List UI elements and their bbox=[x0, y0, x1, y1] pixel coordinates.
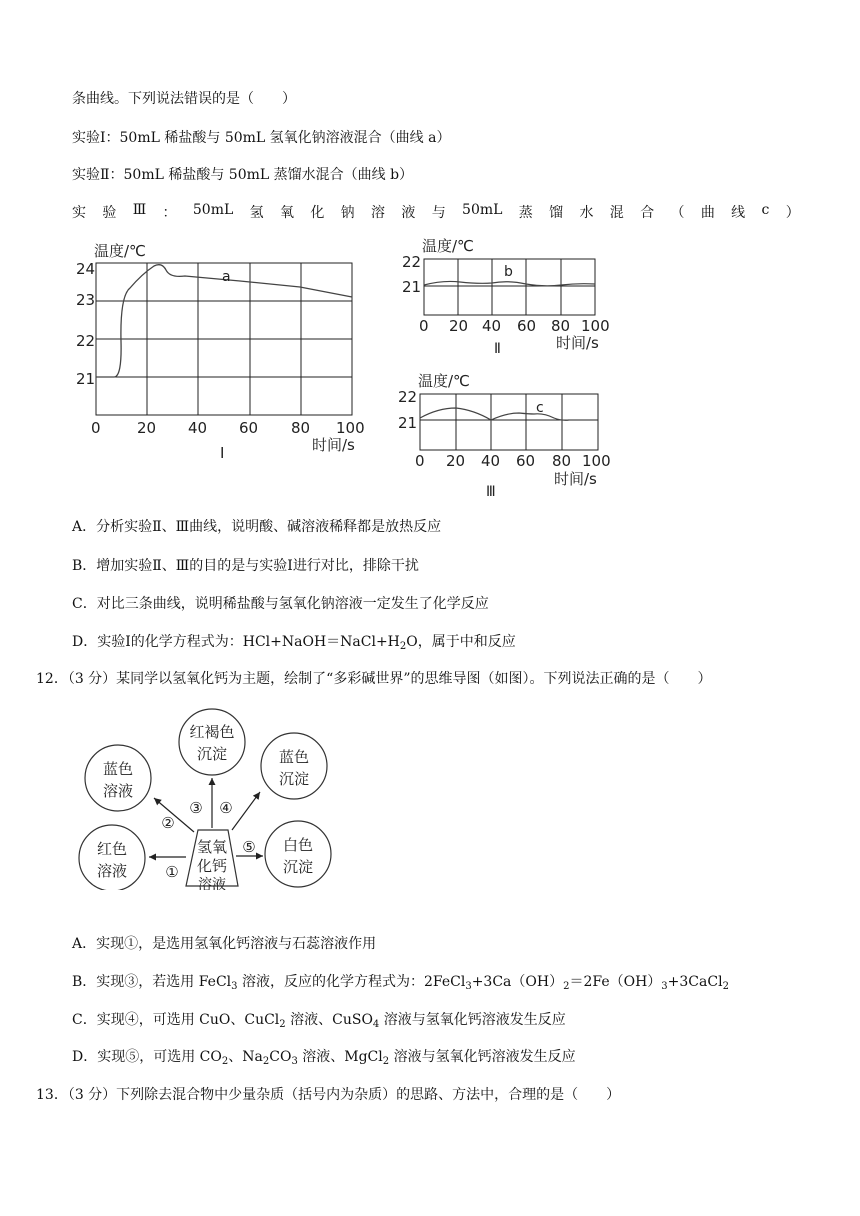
experiment-3-token: 钠 bbox=[340, 205, 355, 221]
q11-option-b: B．增加实验Ⅱ、Ⅲ的目的是与实验Ⅰ进行对比，排除干扰 bbox=[72, 558, 419, 574]
chart1-panel-label: Ⅰ bbox=[220, 444, 225, 462]
mindmap-diagram bbox=[70, 704, 350, 890]
experiment-3-token: Ⅲ bbox=[132, 202, 147, 218]
chart2-ylabel: 温度/℃ bbox=[422, 237, 474, 255]
q12-d-part4: 溶液、MgCl bbox=[297, 1049, 383, 1065]
experiment-3-token: 蒸 bbox=[518, 205, 533, 221]
q12-d-sub4: 2 bbox=[382, 1056, 390, 1067]
q12-b-part5: +3CaCl bbox=[667, 974, 723, 990]
bubble-ur-line1: 蓝色 bbox=[278, 748, 310, 766]
chart2-xtick-20: 20 bbox=[449, 317, 469, 335]
chart2-xtick-40: 40 bbox=[482, 317, 502, 335]
q12-stem: 12．（3 分）某同学以氢氧化钙为主题，绘制了“多彩碱世界”的思维导图（如图）。下列说法正确的是（ ） bbox=[36, 671, 712, 687]
chart1-xtick-80: 80 bbox=[291, 419, 311, 437]
q12-option-c bbox=[72, 1009, 566, 1030]
q11-d-prefix: D．实验Ⅰ的化学方程式为：HCl+NaOH＝NaCl+H bbox=[72, 634, 400, 650]
chart2-ytick-21: 21 bbox=[402, 278, 422, 296]
chart3-curve-c bbox=[420, 408, 569, 420]
chart1-ytick-21: 21 bbox=[76, 370, 96, 388]
chart2-xlabel: 时间/s bbox=[556, 334, 599, 352]
chart2-curve-b bbox=[424, 281, 595, 285]
experiment-3-token: 氢 bbox=[249, 205, 264, 221]
q12-option-d bbox=[72, 1046, 576, 1067]
q12-d-sub3: 3 bbox=[291, 1056, 298, 1067]
experiment-3-token: 馏 bbox=[549, 205, 564, 221]
experiment-3-token: c bbox=[761, 202, 770, 218]
chart-experiment-3 bbox=[394, 368, 618, 502]
chart1-ytick-24: 24 bbox=[76, 260, 96, 278]
q11-option-c: C．对比三条曲线，说明稀盐酸与氢氧化钠溶液一定发生了化学反应 bbox=[72, 596, 489, 612]
experiment-3-token: 氧 bbox=[279, 205, 294, 221]
chart3-xtick-100: 100 bbox=[582, 452, 611, 470]
chart1-ytick-23: 23 bbox=[76, 291, 96, 309]
chart3-xtick-0: 0 bbox=[415, 452, 425, 470]
experiment-3-token: 验 bbox=[102, 205, 117, 221]
arrow-number-3: ③ bbox=[189, 799, 203, 817]
q12-d-sub2: 2 bbox=[262, 1056, 270, 1067]
chart2-xtick-60: 60 bbox=[517, 317, 537, 335]
chart2-xtick-80: 80 bbox=[551, 317, 571, 335]
experiment-3-token: 合 bbox=[640, 205, 655, 221]
experiment-3-token: 50mL bbox=[192, 202, 234, 218]
q11-d-suffix: O，属于中和反应 bbox=[406, 634, 516, 650]
q12-option-b bbox=[72, 971, 729, 992]
q12-b-sub5: 2 bbox=[722, 981, 729, 992]
chart3-ylabel: 温度/℃ bbox=[418, 372, 470, 390]
chart3-xlabel: 时间/s bbox=[554, 470, 597, 488]
chart3-curve-label: c bbox=[536, 400, 544, 416]
bubble-top bbox=[179, 709, 245, 775]
chart3-xtick-80: 80 bbox=[552, 452, 572, 470]
arrow-number-2: ② bbox=[161, 814, 175, 832]
experiment-3-token: 50mL bbox=[462, 202, 503, 218]
experiment-3-token: 曲 bbox=[700, 205, 715, 221]
bubble-top-line1: 红褐色 bbox=[189, 723, 235, 741]
bubble-left-line2: 溶液 bbox=[96, 862, 128, 880]
arrow-number-4: ④ bbox=[219, 799, 233, 817]
experiment-3-token: 与 bbox=[431, 205, 446, 221]
q11-option-d bbox=[72, 631, 516, 652]
q13-stem: 13．（3 分）下列除去混合物中少量杂质（括号内为杂质）的思路、方法中，合理的是（ ） bbox=[36, 1087, 621, 1103]
chart1-grid bbox=[96, 263, 352, 415]
chart2-panel-label: Ⅱ bbox=[494, 341, 501, 357]
bubble-ul-line1: 蓝色 bbox=[102, 760, 134, 778]
bubble-right-line2: 沉淀 bbox=[282, 858, 314, 876]
experiment-1: 实验Ⅰ：50mL 稀盐酸与 50mL 氢氧化钠溶液混合（曲线 a） bbox=[72, 130, 451, 146]
chart2-xtick-100: 100 bbox=[581, 317, 610, 335]
experiment-2: 实验Ⅱ：50mL 稀盐酸与 50mL 蒸馏水混合（曲线 b） bbox=[72, 167, 414, 183]
bubble-upper-left bbox=[85, 745, 151, 811]
q12-b-part2: 溶液，反应的化学方程式为：2FeCl bbox=[237, 974, 466, 990]
chart1-xtick-40: 40 bbox=[188, 419, 208, 437]
q12-b-sub2: 3 bbox=[465, 981, 472, 992]
chart2-curve-label: b bbox=[504, 264, 513, 280]
chart1-xtick-100: 100 bbox=[336, 419, 365, 437]
q12-b-sub3: 2 bbox=[563, 981, 570, 992]
chart3-grid bbox=[420, 394, 598, 450]
chart-experiment-1 bbox=[70, 236, 370, 468]
experiment-3-token: 溶 bbox=[371, 205, 385, 221]
chart1-curve-label: a bbox=[222, 269, 231, 285]
q12-c-part3: 溶液与氢氧化钙溶液发生反应 bbox=[379, 1012, 566, 1028]
chart1-xtick-60: 60 bbox=[239, 419, 259, 437]
bubble-ul-line2: 溶液 bbox=[102, 782, 134, 800]
experiment-3-token: ： bbox=[162, 205, 177, 221]
q12-c-part2: 溶液、CuSO bbox=[285, 1012, 373, 1028]
center-line1: 氢氧 bbox=[196, 838, 228, 856]
bubble-left-line1: 红色 bbox=[96, 840, 128, 858]
chart3-xtick-40: 40 bbox=[481, 452, 501, 470]
q12-d-part5: 溶液与氢氧化钙溶液发生反应 bbox=[389, 1049, 576, 1065]
q12-b-part4: ＝2Fe（OH） bbox=[569, 974, 662, 990]
bubble-right-line1: 白色 bbox=[282, 836, 314, 854]
experiment-3 bbox=[72, 202, 800, 222]
q12-b-part1: B．实现③，若选用 FeCl bbox=[72, 974, 232, 990]
chart3-xtick-20: 20 bbox=[446, 452, 466, 470]
bubble-ur-line2: 沉淀 bbox=[278, 770, 310, 788]
q12-b-sub1: 3 bbox=[231, 981, 238, 992]
chart2-xtick-0: 0 bbox=[419, 317, 429, 335]
experiment-3-token: ） bbox=[785, 205, 800, 221]
center-line2: 化钙 bbox=[196, 857, 228, 875]
q12-b-sub4: 3 bbox=[661, 981, 668, 992]
bubble-upper-right bbox=[261, 733, 327, 799]
q11-option-a: A．分析实验Ⅱ、Ⅲ曲线，说明酸、碱溶液稀释都是放热反应 bbox=[72, 519, 442, 535]
q12-d-part1: D．实现⑤，可选用 CO bbox=[72, 1049, 222, 1065]
arrow-4 bbox=[232, 792, 260, 830]
experiment-3-token: 实 bbox=[72, 205, 86, 221]
chart1-xtick-0: 0 bbox=[91, 419, 101, 437]
bubble-right bbox=[265, 821, 331, 887]
chart1-xtick-20: 20 bbox=[137, 419, 157, 437]
chart1-xlabel: 时间/s bbox=[312, 436, 355, 454]
intro-line: 条曲线。下列说法错误的是（ ） bbox=[72, 91, 296, 107]
chart3-ytick-22: 22 bbox=[398, 388, 418, 406]
chart2-ytick-22: 22 bbox=[402, 253, 422, 271]
q12-c-sub1: 2 bbox=[279, 1019, 286, 1030]
q12-d-part3: CO bbox=[269, 1049, 292, 1065]
chart3-ytick-21: 21 bbox=[398, 414, 418, 432]
experiment-3-token: 混 bbox=[609, 205, 624, 221]
chart3-panel-label: Ⅲ bbox=[486, 484, 496, 500]
center-line3: 溶液 bbox=[198, 877, 226, 890]
chart1-ylabel: 温度/℃ bbox=[94, 242, 146, 260]
q12-b-part3: +3Ca（OH） bbox=[471, 974, 564, 990]
experiment-3-token: 水 bbox=[579, 205, 594, 221]
chart-experiment-2 bbox=[398, 234, 618, 358]
chart3-xtick-60: 60 bbox=[516, 452, 536, 470]
chart1-ytick-22: 22 bbox=[76, 332, 96, 350]
experiment-3-token: 化 bbox=[310, 205, 325, 221]
q12-c-sub2: 4 bbox=[372, 1019, 380, 1030]
q11-d-sub: 2 bbox=[399, 641, 407, 652]
q12-option-a: A．实现①，是选用氢氧化钙溶液与石蕊溶液作用 bbox=[72, 936, 377, 952]
experiment-3-token: 线 bbox=[731, 205, 746, 221]
arrow-number-1: ① bbox=[165, 863, 179, 881]
bubble-top-line2: 沉淀 bbox=[196, 745, 228, 763]
experiment-3-token: 液 bbox=[401, 205, 416, 221]
q12-d-part2: 、Na bbox=[228, 1049, 263, 1065]
q12-d-sub1: 2 bbox=[221, 1056, 229, 1067]
arrow-number-5: ⑤ bbox=[242, 838, 256, 856]
experiment-3-token: （ bbox=[670, 205, 685, 221]
q12-c-part1: C．实现④，可选用 CuO、CuCl bbox=[72, 1012, 280, 1028]
